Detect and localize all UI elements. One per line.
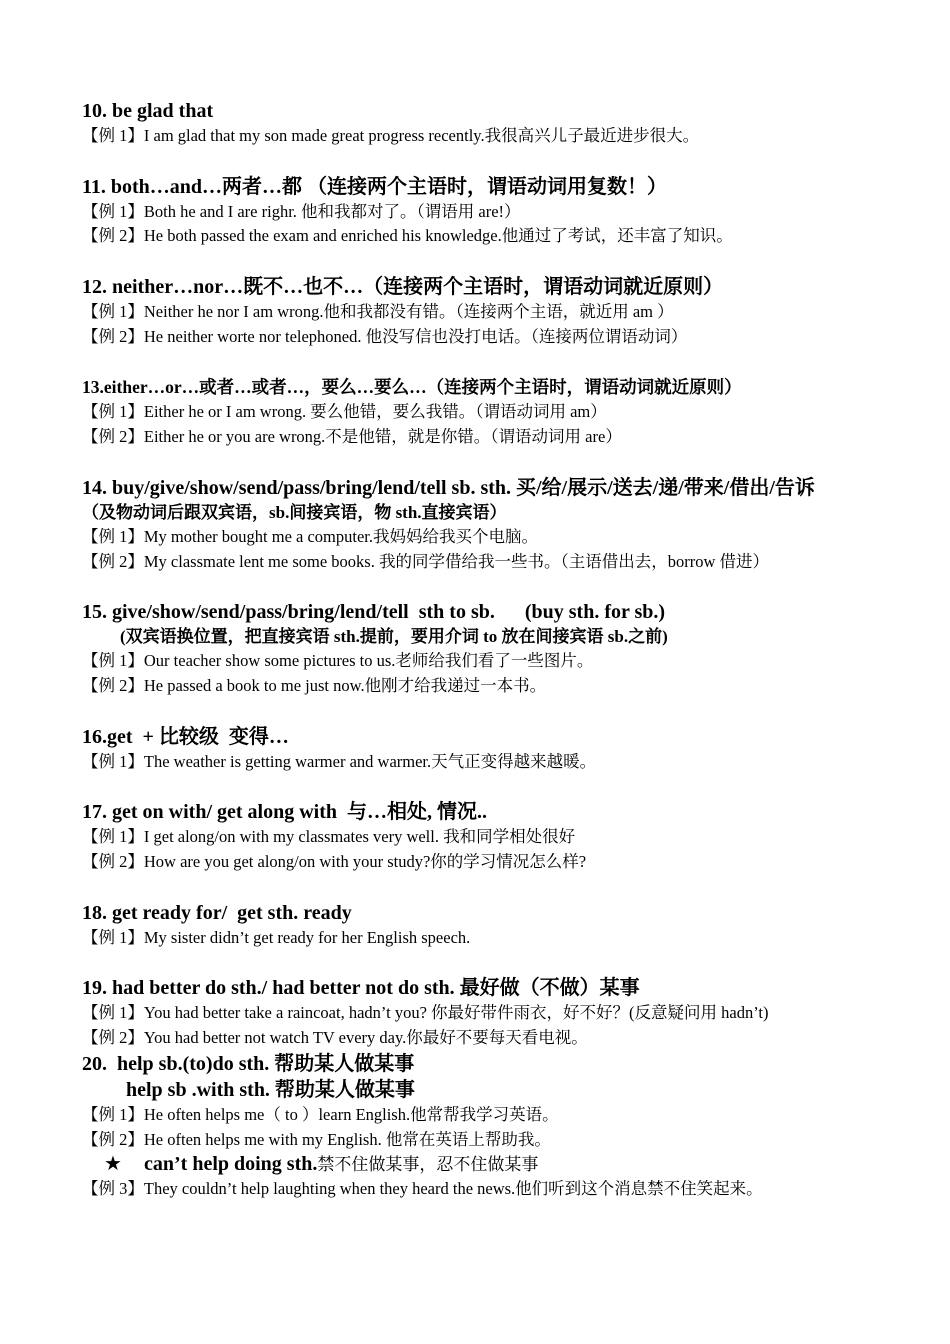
example-line: 【例 1】Either he or I am wrong. 要么他错，要么我错。（谓语动词用 am） [82, 402, 607, 422]
example-line: 【例 1】I am glad that my son made great progress recently.我很高兴儿子最近进步很大。 [82, 126, 700, 145]
section-17 [82, 799, 922, 875]
example-line: 【例 2】You had better not watch TV every day.你最好不要每天看电视。 [82, 1027, 588, 1047]
section-title: 11. both…and…两者…都 （连接两个主语时，谓语动词用复数！） [82, 175, 668, 198]
section-18 [82, 900, 922, 951]
section-11 [82, 174, 922, 250]
section-subtitle: (双宾语换位置，把直接宾语 sth.提前，要用介词 to 放在间接宾语 sb.之前) [120, 627, 668, 647]
example-line: 【例 2】He often helps me with my English. 他常在英语上帮助我。 [82, 1129, 551, 1149]
section-title: 10. be glad that [82, 100, 214, 122]
section-title: 17. get on with/ get along with 与…相处, 情况.. [82, 801, 487, 824]
example-line: 【例 2】He neither worte nor telephoned. 他没写信也没打电话。（连接两位谓语动词） [82, 326, 688, 346]
star-phrase-line [82, 1152, 922, 1177]
example-line: 【例 2】How are you get along/on with your study?你的学习情况怎么样? [82, 851, 587, 871]
section-title: 14. buy/give/show/send/pass/bring/lend/tell sb. sth. 买/给/展示/送去/递/带来/借出/告诉 [82, 476, 815, 499]
section-15 [82, 599, 922, 699]
example-line: 【例 1】My sister didn’t get ready for her English speech. [82, 927, 471, 947]
section-subtitle: （及物动词后跟双宾语，sb.间接宾语，物 sth.直接宾语） [82, 502, 507, 522]
section-14 [82, 475, 922, 575]
section-13 [82, 374, 922, 450]
example-line: 【例 1】My mother bought me a computer.我妈妈给我买个电脑。 [82, 526, 538, 546]
example-line: 【例 3】They couldn’t help laughting when they heard the news.他们听到这个消息禁不住笑起来。 [82, 1179, 763, 1199]
section-title: 13.either…or…或者…或者…，要么…要么…（连接两个主语时，谓语动词就近原则） [82, 377, 742, 398]
section-title: 16.get + 比较级 变得… [82, 725, 289, 748]
section-12 [82, 274, 922, 350]
star-icon: ★ [104, 1153, 122, 1176]
star-meaning: 禁不住做某事，忍不住做某事 [317, 1155, 539, 1175]
example-line: 【例 2】My classmate lent me some books. 我的同学借给我一些书。（主语借出去，borrow 借进） [82, 551, 769, 571]
star-phrase: can’t help doing sth. [144, 1153, 318, 1176]
section-title-alt: help sb .with sth. 帮助某人做某事 [126, 1078, 415, 1101]
section-19 [82, 975, 922, 1051]
example-line: 【例 1】Our teacher show some pictures to us.老师给我们看了一些图片。 [82, 651, 594, 671]
example-line: 【例 1】The weather is getting warmer and warmer.天气正变得越来越暖。 [82, 751, 597, 771]
document-body [82, 98, 922, 1202]
example-line: 【例 2】He both passed the exam and enriched his knowledge.他通过了考试，还丰富了知识。 [82, 226, 733, 246]
section-10 [82, 98, 922, 149]
section-title: 15. give/show/send/pass/bring/lend/tell sth to sb. (buy sth. for sb.) [82, 601, 666, 624]
section-title: 20. help sb.(to)do sth. 帮助某人做某事 [82, 1052, 415, 1075]
section-title: 12. neither…nor…既不…也不…（连接两个主语时，谓语动词就近原则） [82, 275, 724, 298]
section-title: 18. get ready for/ get sth. ready [82, 901, 352, 924]
example-line: 【例 2】He passed a book to me just now.他刚才给我递过一本书。 [82, 675, 547, 695]
example-line: 【例 1】Neither he nor I am wrong.他和我都没有错。（连接两个主语，就近用 am ） [82, 301, 674, 321]
section-20 [82, 1051, 922, 1202]
example-line: 【例 1】I get along/on with my classmates very well. 我和同学相处很好 [82, 827, 576, 847]
example-line: 【例 1】You had better take a raincoat, hadn’t you? 你最好带件雨衣，好不好？(反意疑问用 hadn’t) [82, 1003, 769, 1023]
section-title: 19. had better do sth./ had better not do sth. 最好做（不做）某事 [82, 977, 640, 1000]
example-line: 【例 1】Both he and I are righr. 他和我都对了。（谓语用 are!） [82, 201, 521, 221]
section-16 [82, 724, 922, 775]
example-line: 【例 2】Either he or you are wrong.不是他错，就是你错。（谓语动词用 are） [82, 427, 622, 447]
example-line: 【例 1】He often helps me（ to ）learn English.他常帮我学习英语。 [82, 1104, 559, 1124]
